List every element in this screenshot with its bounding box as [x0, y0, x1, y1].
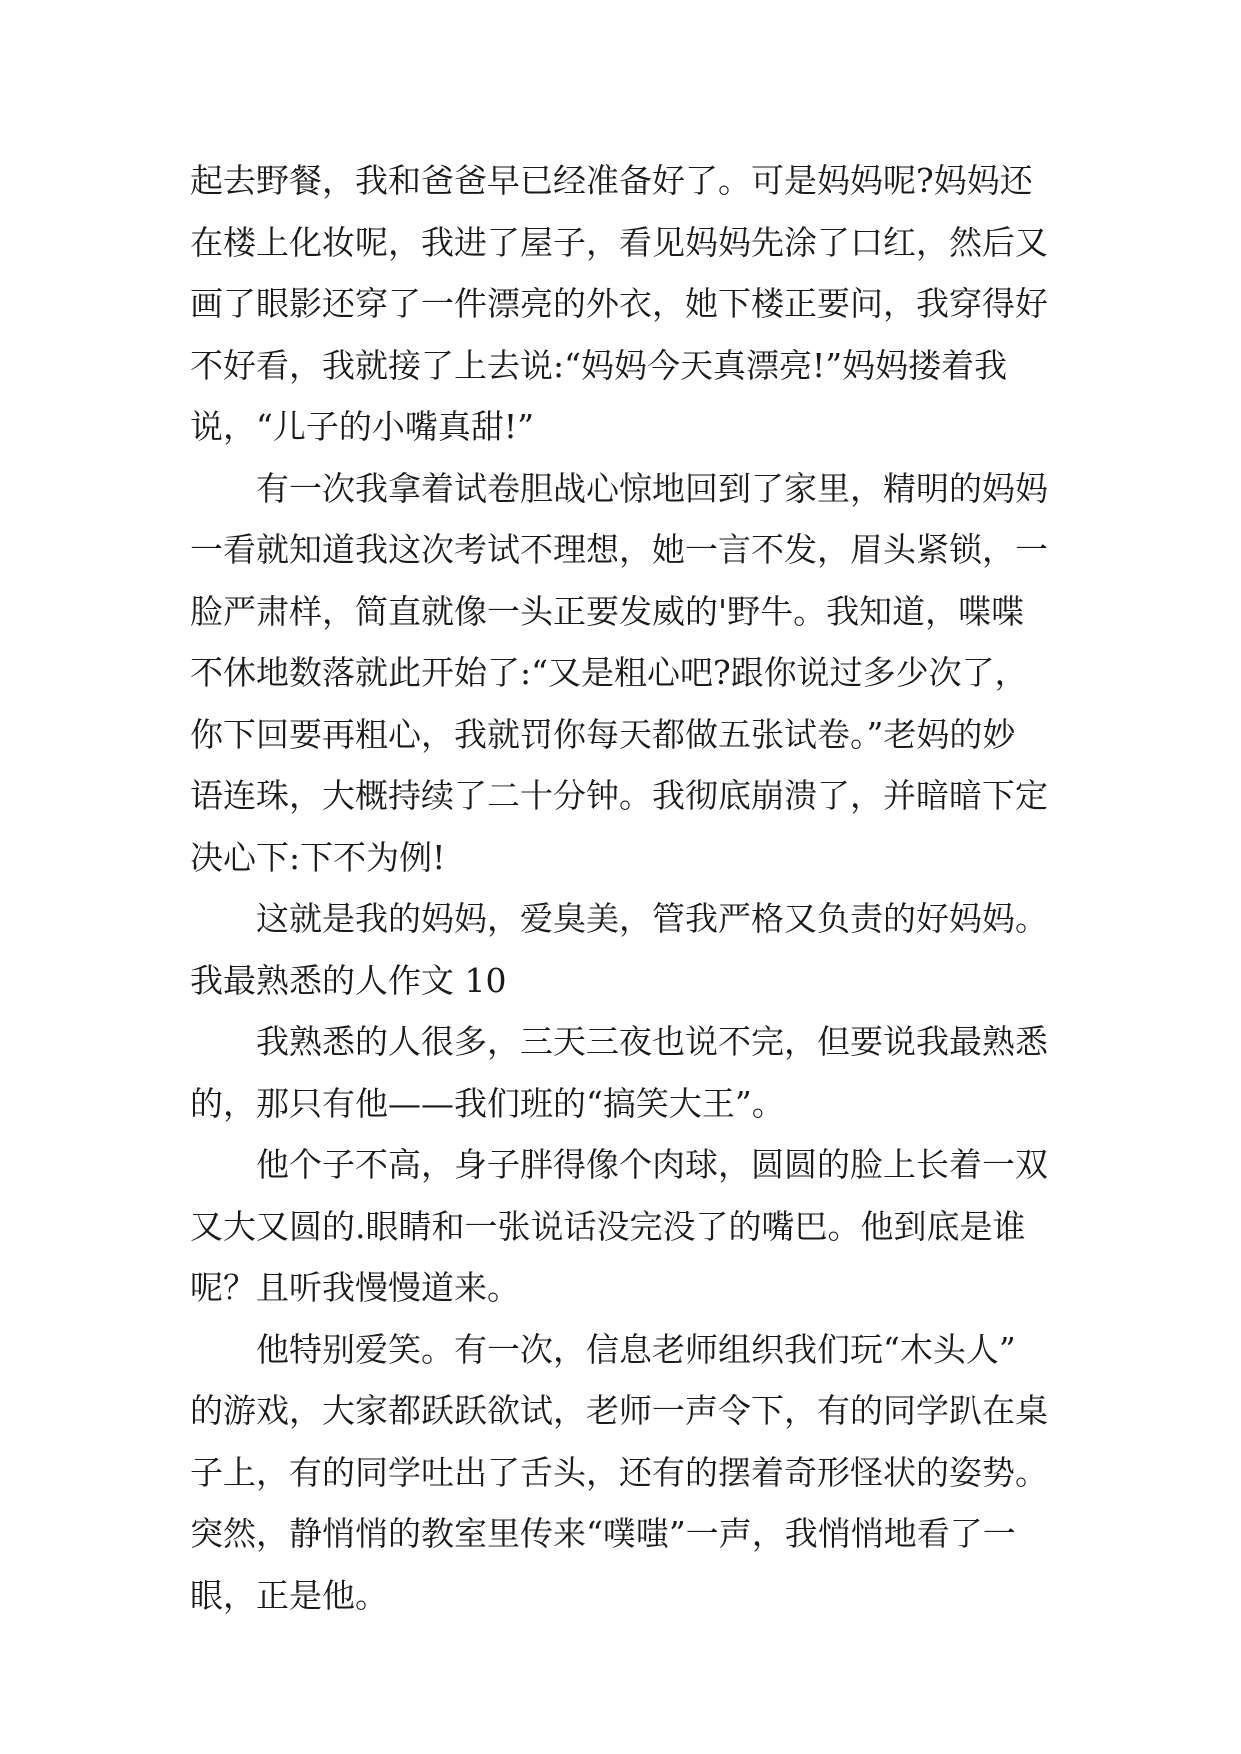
- text-line: 不好看，我就接了上去说:“妈妈今天真漂亮!”妈妈搂着我: [190, 345, 1008, 385]
- essay-text: [190, 150, 1070, 1626]
- paragraph-start-line: 他特别爱笑。有一次，信息老师组织我们玩“木头人”: [256, 1329, 1016, 1369]
- paragraph-start-line: 他个子不高，身子胖得像个肉球，圆圆的脸上长着一双: [256, 1145, 1048, 1184]
- text-line: 又大又圆的.眼睛和一张说话没完没了的嘴巴。他到底是谁: [190, 1206, 1026, 1246]
- text-line: 语连珠，大概持续了二十分钟。我彻底崩溃了，并暗暗下定: [190, 776, 1048, 815]
- text-line: 画了眼影还穿了一件漂亮的外衣，她下楼正要问，我穿得好: [190, 284, 1048, 323]
- text-line: 的游戏，大家都跃跃欲试，老师一声令下，有的同学趴在桌: [190, 1391, 1048, 1430]
- text-line: 你下回要再粗心，我就罚你每天都做五张试卷。”老妈的妙: [190, 714, 1016, 754]
- text-line: 子上，有的同学吐出了舌头，还有的摆着奇形怪状的姿势。: [190, 1452, 1048, 1492]
- text-line: 一看就知道我这次考试不理想，她一言不发，眉头紧锁，一: [190, 530, 1048, 569]
- paragraph-start-line: 这就是我的妈妈，爱臭美，管我严格又负责的好妈妈。: [256, 899, 1048, 938]
- text-line: 决心下:下不为例!: [190, 837, 446, 877]
- text-line: 呢？且听我慢慢道来。: [190, 1268, 520, 1307]
- text-line: 突然，静悄悄的教室里传来“噗嗤”一声，我悄悄地看了一: [190, 1514, 1016, 1553]
- text-line: 脸严肃样，简直就像一头正要发威的'野牛。我知道，喋喋: [190, 591, 1025, 631]
- essay-heading: 我最熟悉的人作文 10: [190, 960, 507, 1000]
- paragraph-start-line: 我熟悉的人很多，三天三夜也说不完，但要说我最熟悉: [256, 1022, 1048, 1061]
- text-line: 的，那只有他——我们班的“搞笑大王”。: [190, 1083, 785, 1123]
- text-line: 在楼上化妆呢，我进了屋子，看见妈妈先涂了口红，然后又: [190, 222, 1048, 262]
- paragraph-start-line: 有一次我拿着试卷胆战心惊地回到了家里，精明的妈妈: [256, 468, 1048, 508]
- text-line: 眼，正是他。: [190, 1575, 388, 1615]
- text-line: 起去野餐，我和爸爸早已经准备好了。可是妈妈呢?妈妈还: [190, 161, 1033, 200]
- text-line: 不休地数落就此开始了:“又是粗心吧?跟你说过多少次了，: [190, 653, 1028, 692]
- text-line: 说，“儿子的小嘴真甜!”: [190, 407, 535, 446]
